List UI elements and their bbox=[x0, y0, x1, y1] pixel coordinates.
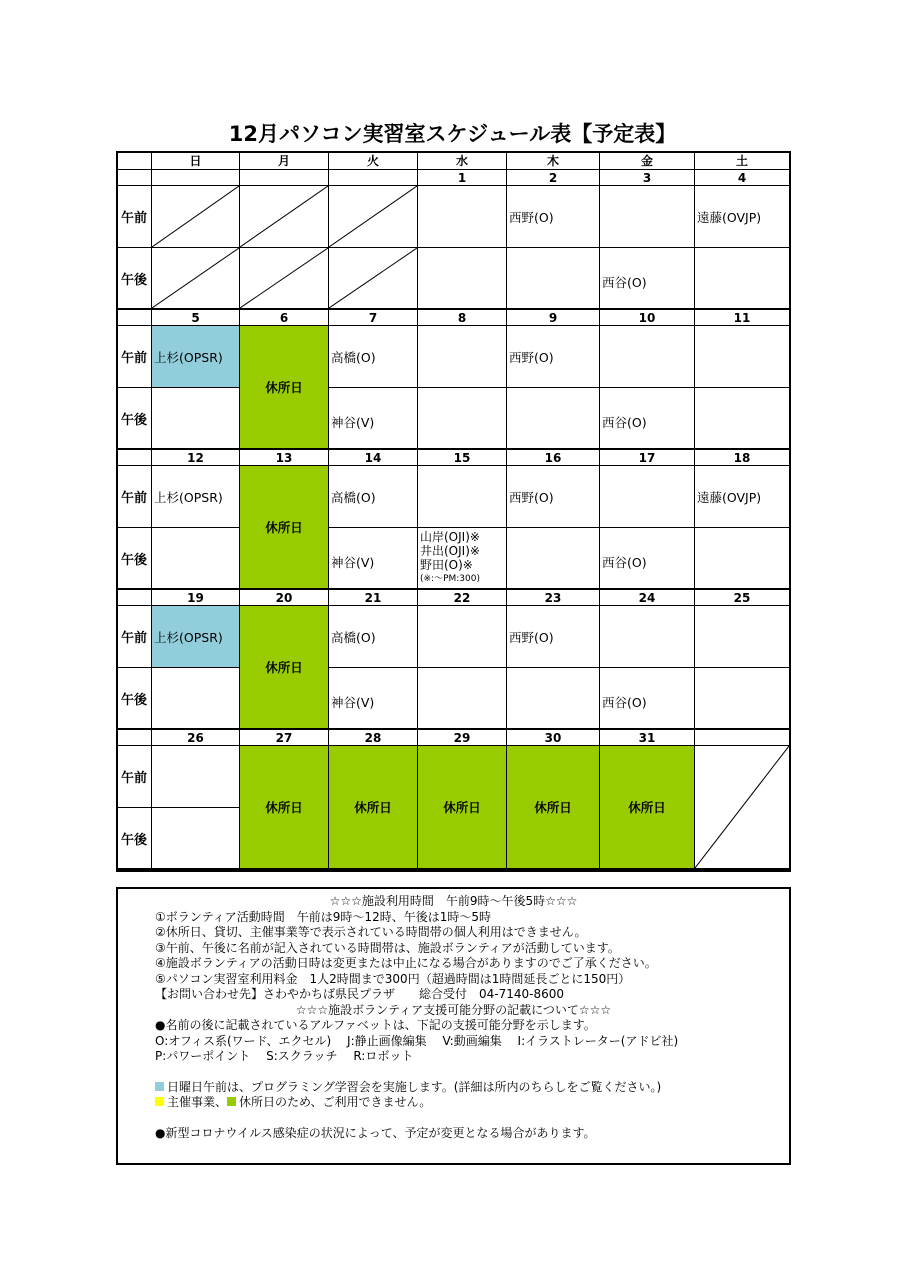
pm-label: 午後 bbox=[118, 388, 152, 450]
date-number: 20 bbox=[240, 590, 329, 606]
pm-slot: 神谷(V) bbox=[329, 388, 418, 450]
am-label: 午前 bbox=[118, 606, 152, 668]
pm-label: 午後 bbox=[118, 668, 152, 730]
closed-label: 休所日 bbox=[265, 380, 303, 395]
date-number: 9 bbox=[507, 310, 600, 326]
am-slot bbox=[418, 466, 507, 528]
schedule-table bbox=[116, 151, 791, 872]
am-slot bbox=[418, 326, 507, 388]
diagonal-strike bbox=[240, 248, 328, 308]
date-number: 11 bbox=[695, 310, 789, 326]
date-number: 13 bbox=[240, 450, 329, 466]
closed-day-cell bbox=[329, 746, 418, 870]
closed-label: 休所日 bbox=[628, 800, 666, 815]
am-slot bbox=[600, 466, 695, 528]
date-number: 31 bbox=[600, 730, 695, 746]
date-number: 26 bbox=[152, 730, 240, 746]
legend-closed-text: 休所日のため、ご利用できません。 bbox=[239, 1095, 432, 1109]
date-number bbox=[152, 170, 240, 186]
pm-slot bbox=[507, 668, 600, 730]
weekday-header: 火 bbox=[329, 153, 418, 170]
date-row-label bbox=[118, 590, 152, 606]
legend-sponsor-text: 主催事業、 bbox=[167, 1095, 228, 1109]
contact-line: 【お問い合わせ先】さわやかちば県民プラザ 総合受付 04-7140-8600 bbox=[155, 987, 565, 1001]
yellow-legend-swatch bbox=[155, 1097, 164, 1106]
pm-slot bbox=[418, 388, 507, 450]
hours-heading: ☆☆☆施設利用時間 午前9時～午後5時☆☆☆ bbox=[329, 894, 578, 908]
am-slot: 遠藤(OVJP) bbox=[695, 186, 789, 248]
am-slot bbox=[600, 326, 695, 388]
am-slot: 高橋(O) bbox=[329, 466, 418, 528]
pm-slot bbox=[152, 388, 240, 450]
date-number: 25 bbox=[695, 590, 789, 606]
pm-slot bbox=[418, 668, 507, 730]
legend-closed bbox=[155, 1095, 789, 1111]
notes-items bbox=[118, 910, 789, 1003]
am-slot: 西野(O) bbox=[507, 186, 600, 248]
pm-slot bbox=[329, 248, 418, 310]
date-number: 21 bbox=[329, 590, 418, 606]
pm-label: 午後 bbox=[118, 808, 152, 870]
am-slot bbox=[418, 606, 507, 668]
pm-label: 午後 bbox=[118, 248, 152, 310]
support-section bbox=[118, 1018, 789, 1141]
support-intro: ●名前の後に記載されているアルファベットは、下記の支援可能分野を示します。 bbox=[155, 1018, 596, 1032]
date-row-label bbox=[118, 730, 152, 746]
date-number: 16 bbox=[507, 450, 600, 466]
legend-programming-text: 日曜日午前は、プログラミング学習会を実施します。(詳細は所内のちらしをご覧ください。) bbox=[167, 1079, 662, 1094]
date-number: 30 bbox=[507, 730, 600, 746]
am-slot bbox=[152, 746, 240, 808]
date-number: 3 bbox=[600, 170, 695, 186]
pm-slot bbox=[507, 388, 600, 450]
date-number: 22 bbox=[418, 590, 507, 606]
pm-slot: 神谷(V) bbox=[329, 528, 418, 590]
date-number: 1 bbox=[418, 170, 507, 186]
pm-slot bbox=[695, 528, 789, 590]
am-slot: 西野(O) bbox=[507, 326, 600, 388]
closed-day-cell bbox=[240, 466, 329, 590]
closed-day-cell bbox=[240, 606, 329, 730]
pm-slot: 西谷(O) bbox=[600, 388, 695, 450]
date-number: 24 bbox=[600, 590, 695, 606]
pm-slot bbox=[418, 248, 507, 310]
pm-slot: 西谷(O) bbox=[600, 528, 695, 590]
notes-box bbox=[116, 887, 791, 1165]
am-slot bbox=[695, 326, 789, 388]
weekday-header: 土 bbox=[695, 153, 789, 170]
am-label: 午前 bbox=[118, 466, 152, 528]
date-number: 5 bbox=[152, 310, 240, 326]
date-number: 27 bbox=[240, 730, 329, 746]
closed-label: 休所日 bbox=[534, 800, 572, 815]
am-slot bbox=[418, 186, 507, 248]
closed-day-cell bbox=[507, 746, 600, 870]
pm-slot: 西谷(O) bbox=[600, 248, 695, 310]
date-number: 29 bbox=[418, 730, 507, 746]
pm-slot bbox=[152, 808, 240, 870]
pm-slot: 神谷(V) bbox=[329, 668, 418, 730]
date-row-label bbox=[118, 170, 152, 186]
cyan-legend-swatch bbox=[155, 1082, 164, 1091]
date-number: 23 bbox=[507, 590, 600, 606]
page-title: 12月パソコン実習室スケジュール表【予定表】 bbox=[228, 122, 677, 146]
am-slot: 高橋(O) bbox=[329, 326, 418, 388]
pm-slot: 西谷(O) bbox=[600, 668, 695, 730]
am-slot bbox=[695, 606, 789, 668]
pm-slot bbox=[695, 668, 789, 730]
volunteer-entry: 山岸(OJI)※ bbox=[420, 530, 480, 544]
crossed-out-cell bbox=[695, 746, 789, 870]
closed-label: 休所日 bbox=[265, 660, 303, 675]
diagonal-strike bbox=[695, 746, 789, 868]
pm-slot bbox=[507, 248, 600, 310]
volunteer-entry: 野田(O)※ bbox=[420, 558, 473, 572]
am-slot: 遠藤(OVJP) bbox=[695, 466, 789, 528]
date-number: 28 bbox=[329, 730, 418, 746]
date-number: 8 bbox=[418, 310, 507, 326]
am-slot bbox=[152, 186, 240, 248]
am-slot: 高橋(O) bbox=[329, 606, 418, 668]
diagonal-strike bbox=[329, 186, 417, 247]
date-number: 12 bbox=[152, 450, 240, 466]
am-slot: 西野(O) bbox=[507, 466, 600, 528]
am-slot bbox=[600, 606, 695, 668]
note-item: ⑤パソコン実習室利用料金 1人2時間まで300円（超過時間は1時間延長ごとに150円） bbox=[155, 971, 631, 986]
date-number bbox=[240, 170, 329, 186]
am-slot: 上杉(OPSR) bbox=[152, 606, 240, 668]
am-label: 午前 bbox=[118, 746, 152, 808]
note-item: ④施設ボランティアの活動日時は変更または中止になる場合がありますのでご了承ください。 bbox=[155, 956, 657, 970]
diagonal-strike bbox=[329, 248, 417, 308]
diagonal-strike bbox=[152, 186, 239, 247]
closed-day-cell bbox=[240, 746, 329, 870]
note-item: ③午前、午後に名前が記入されている時間帯は、施設ボランティアが活動しています。 bbox=[155, 940, 620, 955]
date-number bbox=[329, 170, 418, 186]
am-label: 午前 bbox=[118, 326, 152, 388]
am-slot: 上杉(OPSR) bbox=[152, 326, 240, 388]
date-number: 4 bbox=[695, 170, 789, 186]
fields-line: P:パワーポイント S:スクラッチ R:ロボット bbox=[155, 1049, 414, 1063]
diagonal-strike bbox=[240, 186, 328, 247]
date-row-label bbox=[118, 310, 152, 326]
date-number: 15 bbox=[418, 450, 507, 466]
closed-day-cell bbox=[418, 746, 507, 870]
am-slot bbox=[600, 186, 695, 248]
closed-label: 休所日 bbox=[265, 800, 303, 815]
date-number bbox=[695, 730, 789, 746]
am-slot: 西野(O) bbox=[507, 606, 600, 668]
date-number: 6 bbox=[240, 310, 329, 326]
covid-notice: ●新型コロナウイルス感染症の状況によって、予定が変更となる場合があります。 bbox=[155, 1125, 596, 1140]
am-label: 午前 bbox=[118, 186, 152, 248]
note-item: ②休所日、貸切、主催事業等で表示されている時間帯の個人利用はできません。 bbox=[155, 925, 587, 939]
closed-label: 休所日 bbox=[265, 520, 303, 535]
volunteer-entry: 井出(OJI)※ bbox=[420, 544, 480, 558]
diagonal-strike bbox=[152, 248, 239, 308]
closed-day-cell bbox=[600, 746, 695, 870]
weekday-header: 水 bbox=[418, 153, 507, 170]
support-heading: ☆☆☆施設ボランティア支援可能分野の記載について☆☆☆ bbox=[295, 1002, 612, 1017]
date-number: 7 bbox=[329, 310, 418, 326]
pm-slot bbox=[695, 388, 789, 450]
pm-slot bbox=[418, 528, 507, 590]
legend-programming bbox=[155, 1080, 789, 1096]
pm-slot bbox=[152, 248, 240, 310]
pm-slot bbox=[507, 528, 600, 590]
pm-slot bbox=[695, 248, 789, 310]
weekday-header: 金 bbox=[600, 153, 695, 170]
weekday-header: 月 bbox=[240, 153, 329, 170]
date-number: 17 bbox=[600, 450, 695, 466]
date-number: 10 bbox=[600, 310, 695, 326]
am-slot bbox=[329, 186, 418, 248]
pm-slot bbox=[240, 248, 329, 310]
date-number: 19 bbox=[152, 590, 240, 606]
weekday-header: 木 bbox=[507, 153, 600, 170]
pm-slot bbox=[152, 668, 240, 730]
date-row-label bbox=[118, 450, 152, 466]
green-legend-swatch bbox=[227, 1097, 236, 1106]
am-slot bbox=[240, 186, 329, 248]
closed-label: 休所日 bbox=[354, 800, 392, 815]
corner-cell bbox=[118, 153, 152, 170]
closed-day-cell bbox=[240, 326, 329, 450]
weekday-header: 日 bbox=[152, 153, 240, 170]
time-note: (※:～PM:300) bbox=[420, 574, 480, 584]
note-item: ①ボランティア活動時間 午前は9時～12時、午後は1時～5時 bbox=[155, 909, 491, 924]
date-number: 18 bbox=[695, 450, 789, 466]
pm-label: 午後 bbox=[118, 528, 152, 590]
fields-line: O:オフィス系(ワード、エクセル) J:静止画像編集 V:動画編集 I:イラストレーター(アドビ社) bbox=[155, 1033, 679, 1048]
closed-label: 休所日 bbox=[443, 800, 481, 815]
date-number: 14 bbox=[329, 450, 418, 466]
date-number: 2 bbox=[507, 170, 600, 186]
pm-slot bbox=[152, 528, 240, 590]
am-slot: 上杉(OPSR) bbox=[152, 466, 240, 528]
